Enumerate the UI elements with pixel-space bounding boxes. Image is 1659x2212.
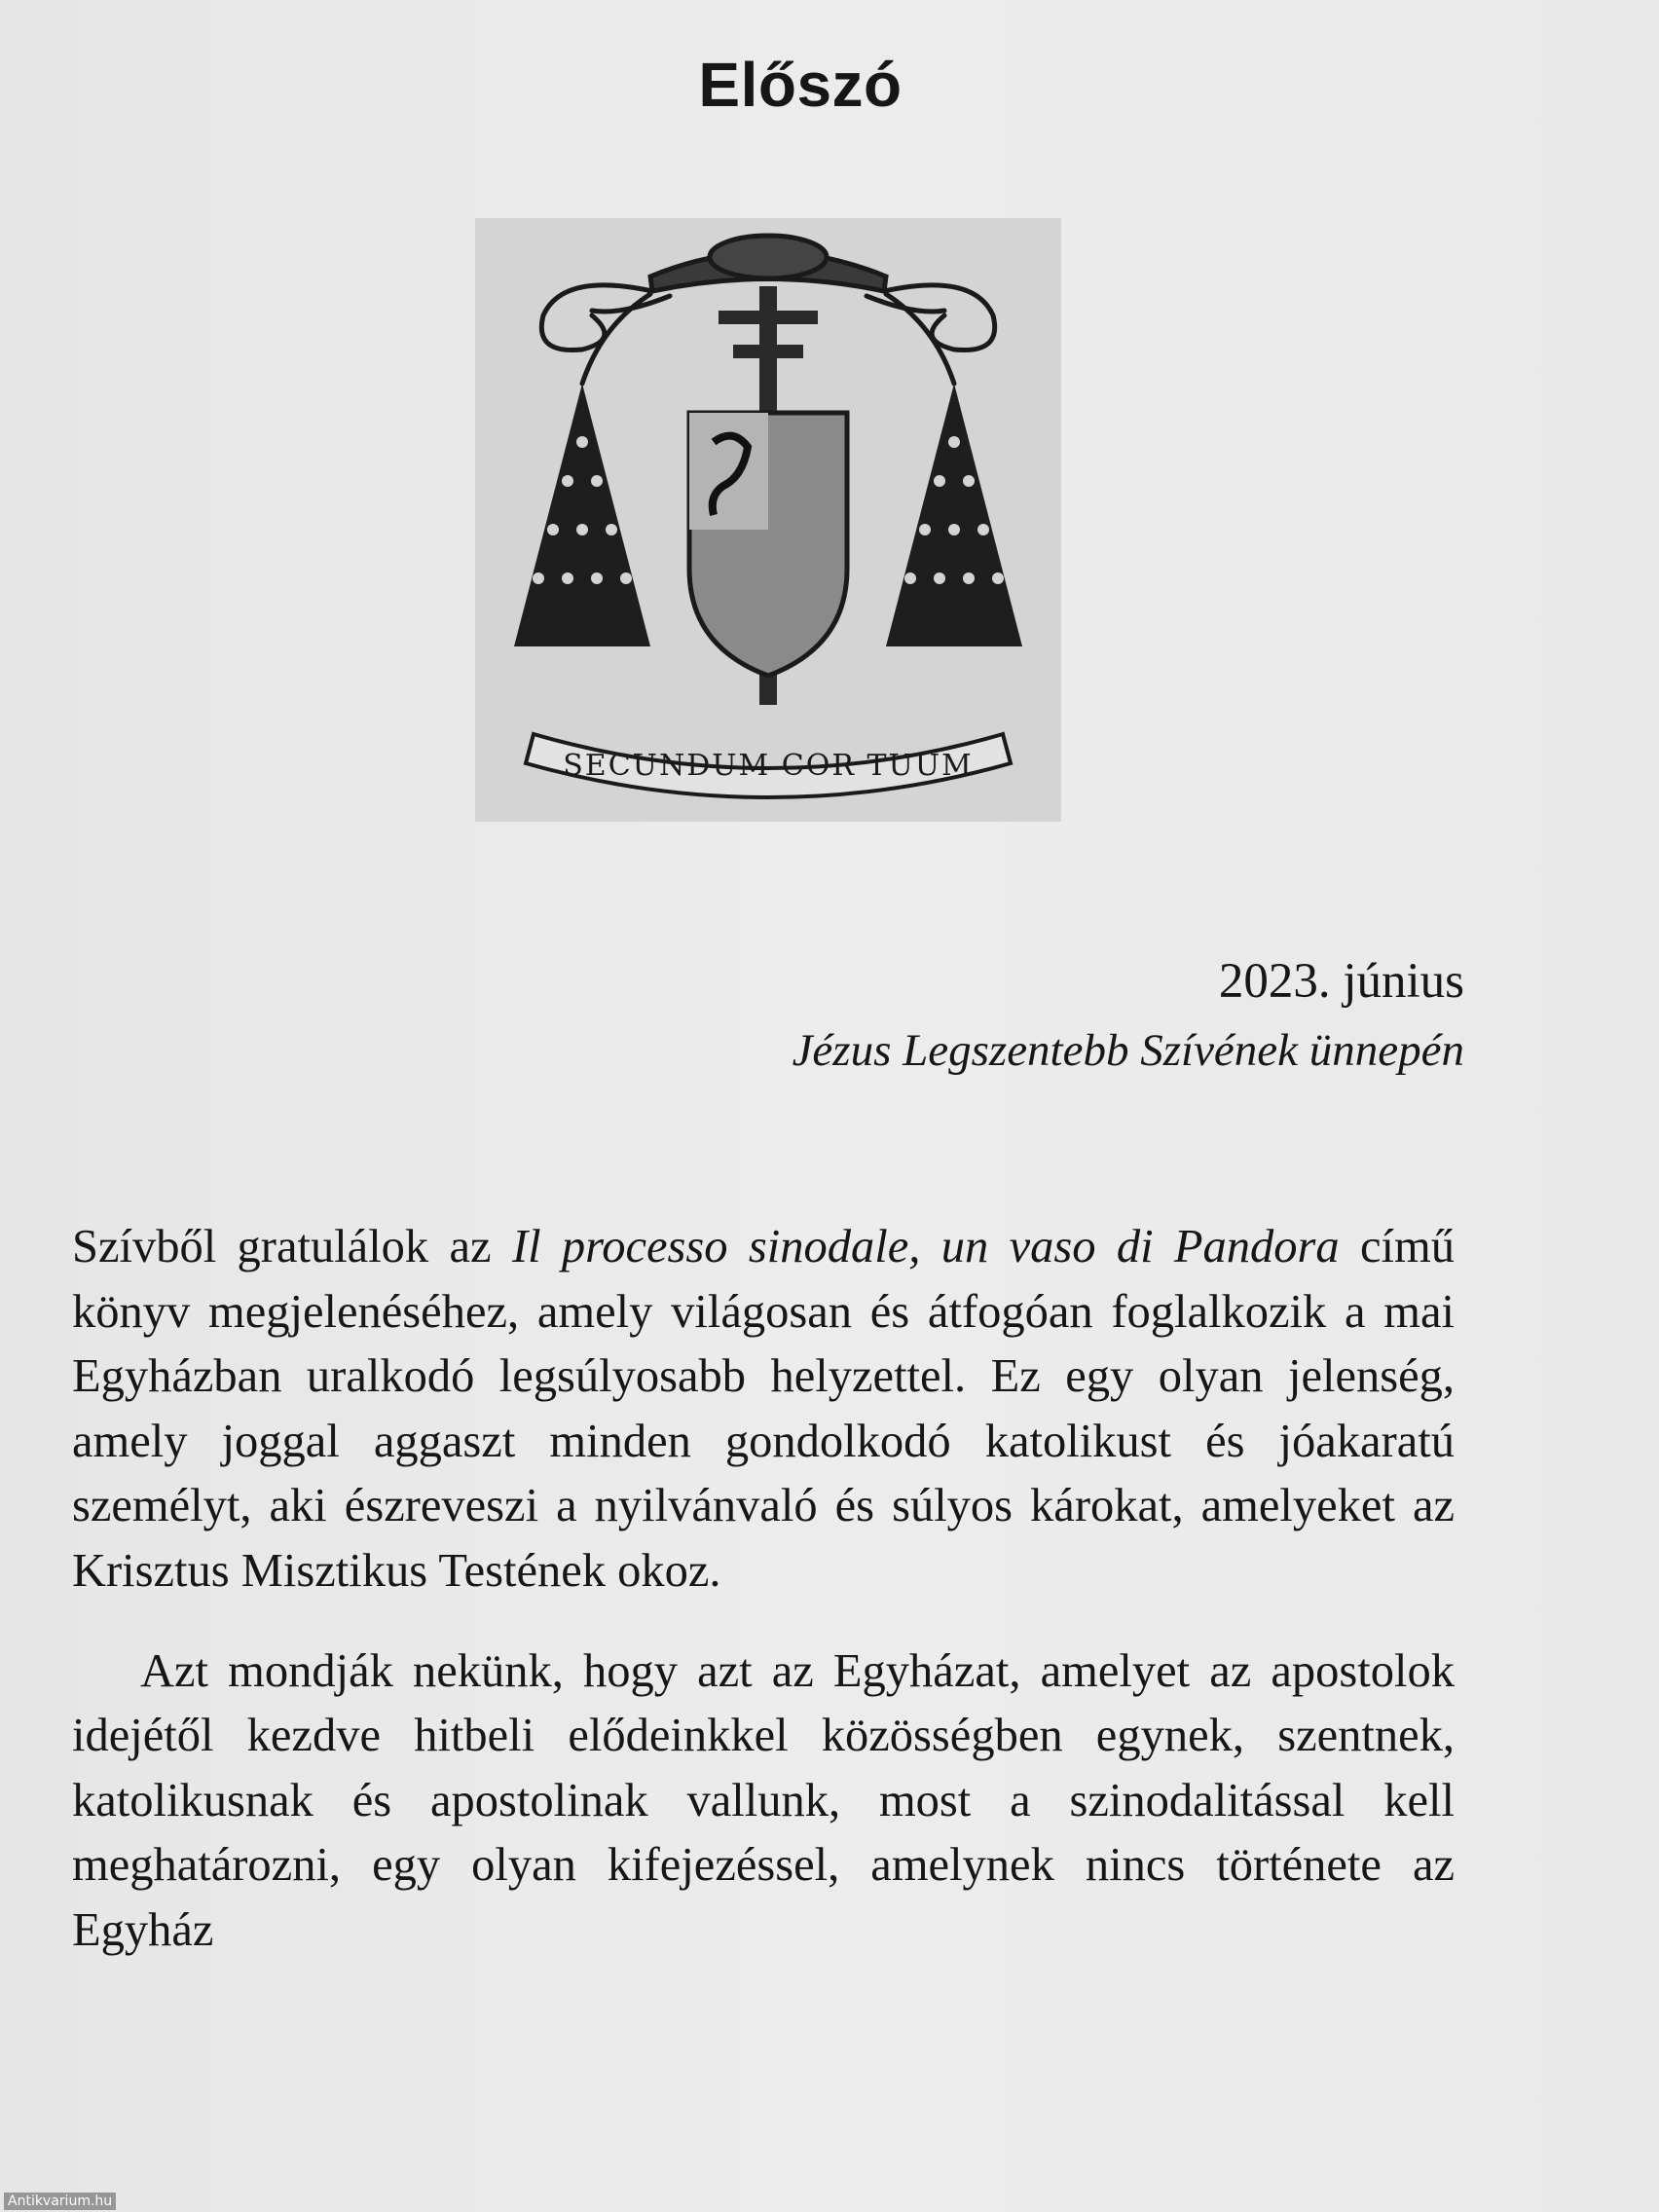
dateline: [793, 946, 1464, 1085]
body-text: [72, 1215, 1455, 1964]
page-title: Előszó: [698, 50, 903, 120]
occasion: Jézus Legszentebb Szívének ünnepén: [792, 1025, 1464, 1076]
book-title: Il processo sinodale, un vaso di Pandora: [511, 1221, 1340, 1272]
paragraph-2: Azt mondják nekünk, hogy azt az Egyházat, amelyet az apostolok idejétől kezdve hitbeli elődeinkkel közösségben egynek, szentnek, katolikusnak és apostolinak vallunk, most a szinodalitással kell meghatározni, egy olyan kifejezéssel, amelynek nincs története az Egyház: [72, 1644, 1455, 1956]
date: 2023. június: [1218, 954, 1464, 1009]
paragraph-1: Szívből gratulálok az Il processo sinodale, un vaso di Pandora című könyv megjelenéséhez, amely világosan és átfogóan foglalkozik a mai Egyházban uralkodó legsúlyosabb helyzettel. Ez egy olyan jelenség, amely joggal aggaszt minden gondolkodó katolikust és jóakaratú személyt, aki észreveszi a nyilvánvaló és súlyos károkat, amelyeket az Krisztus Misztikus Testének okoz.: [72, 1221, 1455, 1597]
motto-text: SECUNDUM COR TUUM: [563, 749, 974, 783]
coat-of-arms-icon: [475, 218, 1061, 822]
watermark: Antikvarium.hu: [4, 2193, 116, 2210]
